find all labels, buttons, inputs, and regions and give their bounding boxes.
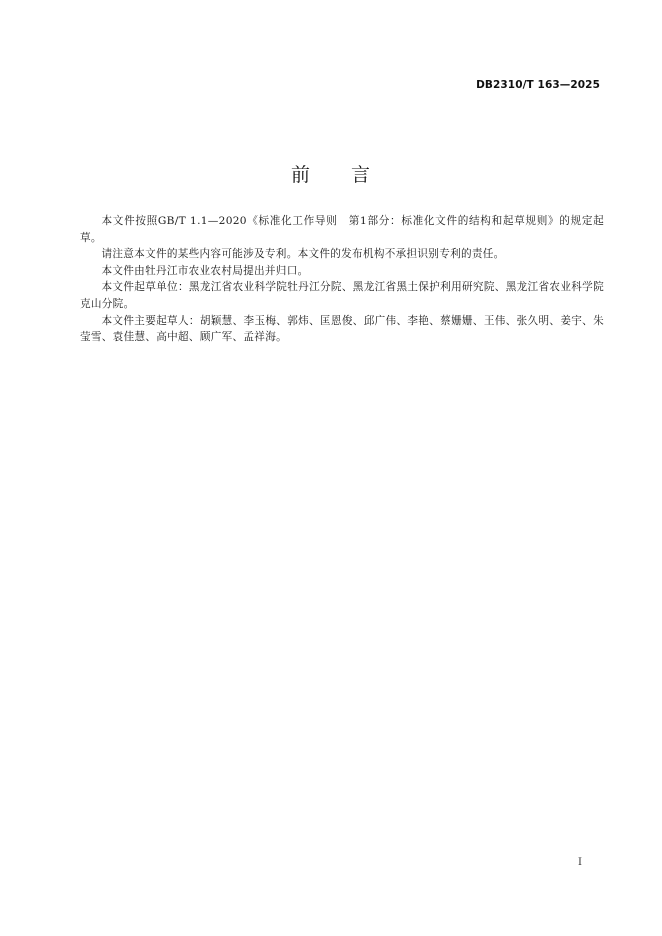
paragraph-standard-basis: 本文件按照GB/T 1.1—2020《标准化工作导则 第1部分：标准化文件的结构和起草规则》的规定起草。 (80, 215, 604, 244)
title-char-2: 言 (351, 164, 372, 186)
title-char-1: 前 (290, 164, 311, 186)
page-title (0, 160, 662, 187)
page-number: I (578, 857, 582, 868)
preface-body (80, 213, 604, 346)
paragraph-drafting-units: 本文件起草单位：黑龙江省农业科学院牡丹江分院、黑龙江省黑土保护利用研究院、黑龙江省农业科学院克山分院。 (80, 281, 604, 310)
document-code: DB2310/T 163—2025 (476, 79, 600, 91)
paragraph-drafters: 本文件主要起草人：胡颖慧、李玉梅、郭炜、匡恩俊、邱广伟、李艳、蔡姗姗、王伟、张久明、姜宇、朱莹雪、袁佳慧、高中超、顾广军、孟祥海。 (80, 314, 604, 344)
paragraph-proposer: 本文件由牡丹江市农业农村局提出并归口。 (101, 264, 309, 277)
paragraph-patent-notice: 请注意本文件的某些内容可能涉及专利。本文件的发布机构不承担识别专利的责任。 (101, 248, 505, 261)
